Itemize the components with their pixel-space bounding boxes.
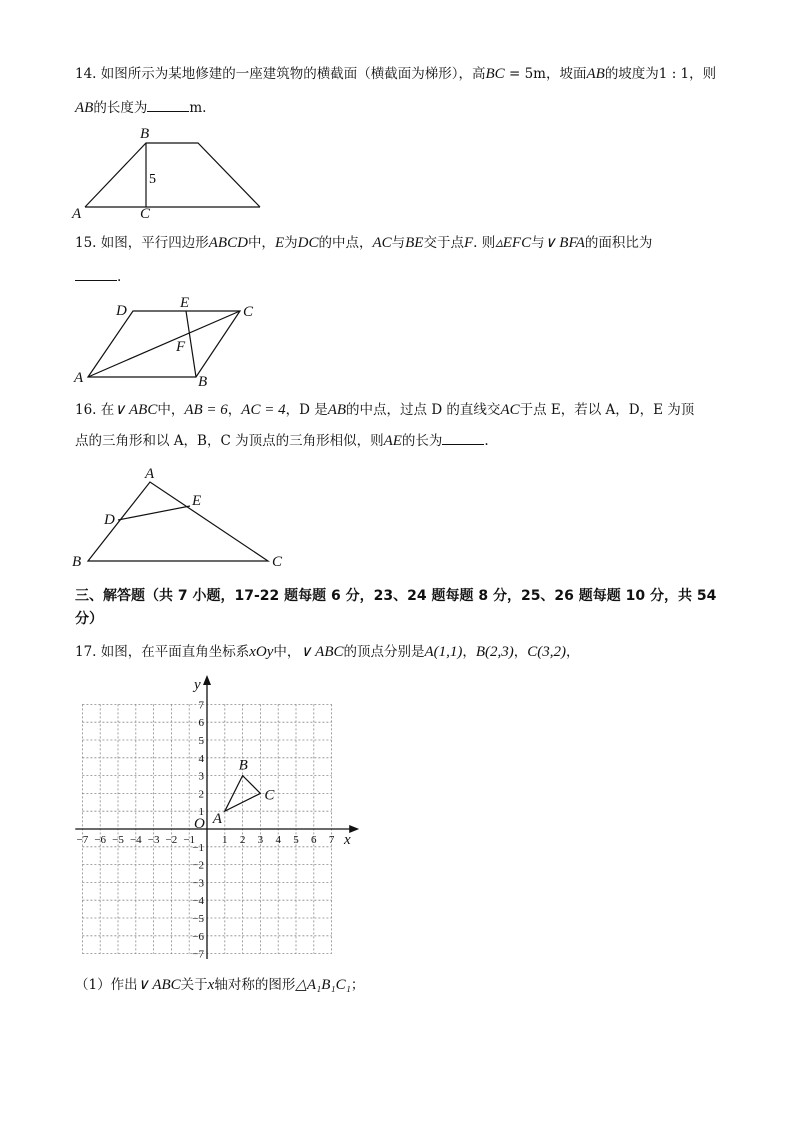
y-tick-label: 3 [198, 770, 204, 783]
vertex-label: B [238, 757, 248, 774]
x-tick-label: −5 [112, 834, 124, 846]
x-tick-label: 3 [257, 834, 264, 846]
x-tick-label: 4 [275, 834, 281, 846]
y-tick-label: 2 [198, 788, 204, 801]
q14-line2: AB的长度为 m. [75, 97, 206, 118]
label-c: C [272, 554, 283, 570]
y-tick-label: 7 [198, 699, 204, 712]
label-a: A [72, 206, 82, 222]
y-tick-label: 1 [198, 806, 204, 819]
label-b: B [198, 374, 208, 390]
q16-line2: 点的三角形和以 A，B，C 为顶点的三角形相似，则AE的长为 . [75, 430, 489, 451]
y-tick-label: 6 [198, 717, 204, 730]
y-axis-arrow [203, 675, 211, 685]
label-d: D [116, 303, 127, 319]
y-tick-label: −4 [192, 895, 204, 908]
label-f: F [176, 339, 186, 355]
label-b: B [140, 126, 150, 142]
label-d: D [104, 512, 115, 528]
label-a: A [145, 466, 155, 482]
y-tick-label: −7 [192, 948, 204, 961]
x-tick-label: −2 [165, 834, 178, 846]
label-a: A [74, 370, 84, 386]
x-tick-label: 6 [311, 834, 317, 846]
x-tick-label: −7 [76, 834, 89, 846]
q17-sub1: （1）作出∨ ABC关于x轴对称的图形△A₁B₁C₁； [75, 977, 365, 993]
q16-line1: 16. 在∨ ABC中，AB = 6，AC = 4，D 是AB的中点，过点 D 的直线交AC于点 E，若以 A，D，E 为顶 [75, 402, 695, 418]
x-tick-label: 1 [222, 834, 228, 846]
x-axis-label: x [344, 832, 351, 848]
x-tick-label: 5 [293, 834, 299, 846]
q15-line1: 15. 如图，平行四边形ABCD中，E为DC的中点，AC与BE交于点F. 则▵EFC与∨ BFA的面积比为 [75, 235, 653, 251]
label-b: B [72, 554, 82, 570]
y-tick-label: −3 [192, 877, 204, 890]
y-tick-label: −2 [192, 859, 204, 872]
vertex-label: C [264, 787, 275, 804]
label-e: E [192, 493, 202, 509]
y-tick-label: −6 [192, 930, 204, 943]
y-tick-label: −1 [192, 841, 204, 854]
q15-line2: . [75, 266, 121, 287]
x-tick-label: 2 [239, 834, 246, 846]
height-label: 5 [149, 172, 156, 187]
x-tick-label: −3 [147, 834, 160, 846]
x-tick-label: −4 [129, 834, 142, 846]
vertex-label: A [212, 811, 222, 828]
y-tick-label: 5 [198, 735, 204, 747]
y-tick-label: −5 [192, 913, 204, 925]
label-e: E [180, 295, 190, 311]
y-axis-label: y [194, 676, 201, 693]
x-tick-label: 7 [328, 834, 335, 846]
q14-line1: 14. 如图所示为某地修建的一座建筑物的横截面（横截面为梯形），高BC = 5m，坡面AB的坡度为1 : 1，则 [75, 66, 717, 82]
q17-line1: 17. 如图，在平面直角坐标系xOy中，∨ ABC的顶点分别是A(1,1)，B(2,3)，C(3,2)， [75, 644, 580, 660]
section-heading-cont: 分） [75, 611, 103, 627]
y-tick-label: 4 [198, 752, 204, 765]
x-tick-label: −1 [183, 834, 196, 846]
section-heading: 三、解答题（共 7 小题，17-22 题每题 6 分，23、24 题每题 8 分，25、26 题每题 10 分，共 54 [75, 588, 717, 604]
label-c: C [140, 206, 151, 222]
x-tick-label: −6 [94, 834, 107, 846]
label-c: C [243, 304, 254, 320]
origin-label: O [194, 816, 205, 832]
